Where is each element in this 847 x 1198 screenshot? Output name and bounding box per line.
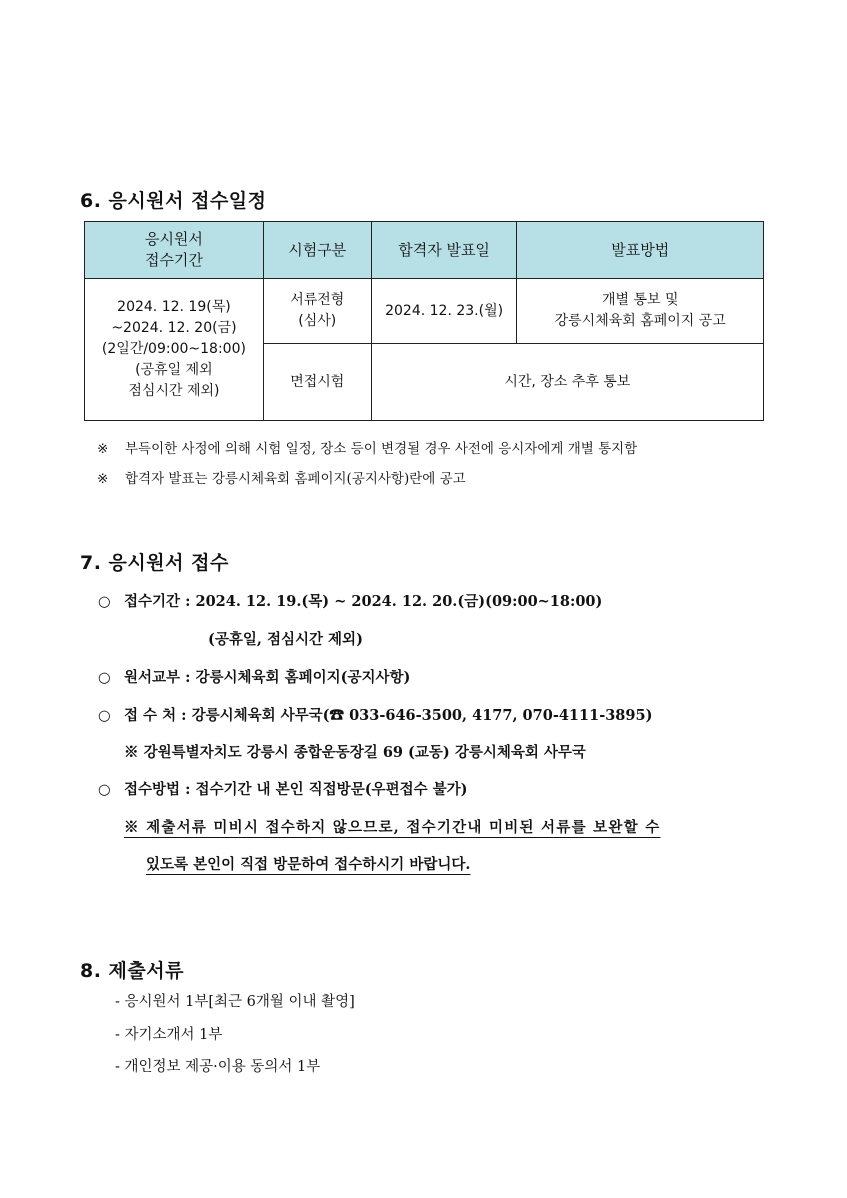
warning-line-1: ※ 제출서류 미비시 접수하지 않으므로, 접수기간내 미비된 서류를 보완할 수 [124,819,661,836]
schedule-table [84,221,764,421]
result-date-cell: 2024. 12. 23.(월) [371,279,517,344]
form-distribution: ○ 원서교부 : 강릉시체육회 홈페이지(공지사항) [98,669,411,686]
header-method: 발표방법 [517,222,764,279]
reception-period-note: (공휴일, 점심시간 제외) [208,631,363,648]
section-8-title: 8. 제출서류 [80,960,184,982]
header-period: 응시원서 접수기간 [85,222,264,279]
interview-info-cell: 시간, 장소 추후 통보 [371,344,763,421]
office-address: ※ 강원특별자치도 강릉시 종합운동장길 69 (교동) 강릉시체육회 사무국 [124,744,586,761]
table-header-row [85,222,764,279]
exam-type-interview: 면접시험 [263,344,371,421]
note-announcement: ※ 합격자 발표는 강릉시체육회 홈페이지(공지사항)란에 공고 [97,471,466,487]
list-item: - 응시원서 1부[최근 6개월 이내 촬영] [115,994,355,1010]
exam-type-document: 서류전형 (심사) [263,279,371,344]
header-exam-type: 시험구분 [263,222,371,279]
header-result-date: 합격자 발표일 [371,222,517,279]
list-item: - 자기소개서 1부 [115,1027,223,1043]
method-cell: 개별 통보 및 강릉시체육회 홈페이지 공고 [517,279,764,344]
warning-line-2: 있도록 본인이 직접 방문하여 접수하시기 바랍니다. [146,856,471,873]
note-schedule-change: ※ 부득이한 사정에 의해 시험 일정, 장소 등이 변경될 경우 사전에 응시자에게 개별 통지함 [97,441,638,457]
section-6-title: 6. 응시원서 접수일정 [80,190,267,212]
list-item: - 개인정보 제공·이용 동의서 1부 [115,1059,321,1075]
table-row [85,279,764,344]
reception-method: ○ 접수방법 : 접수기간 내 본인 직접방문(우편접수 불가) [98,781,468,798]
section-7-title: 7. 응시원서 접수 [80,552,229,574]
reception-period: ○ 접수기간 : 2024. 12. 19.(목) ~ 2024. 12. 20.(금)(09:00~18:00) [98,593,603,610]
reception-office: ○ 접 수 처 : 강릉시체육회 사무국(☎ 033-646-3500, 4177, 070-4111-3895) [98,707,653,724]
period-cell: 2024. 12. 19(목) ~2024. 12. 20(금) (2일간/09:00~18:00) (공휴일 제외 점심시간 제외) [85,279,264,421]
